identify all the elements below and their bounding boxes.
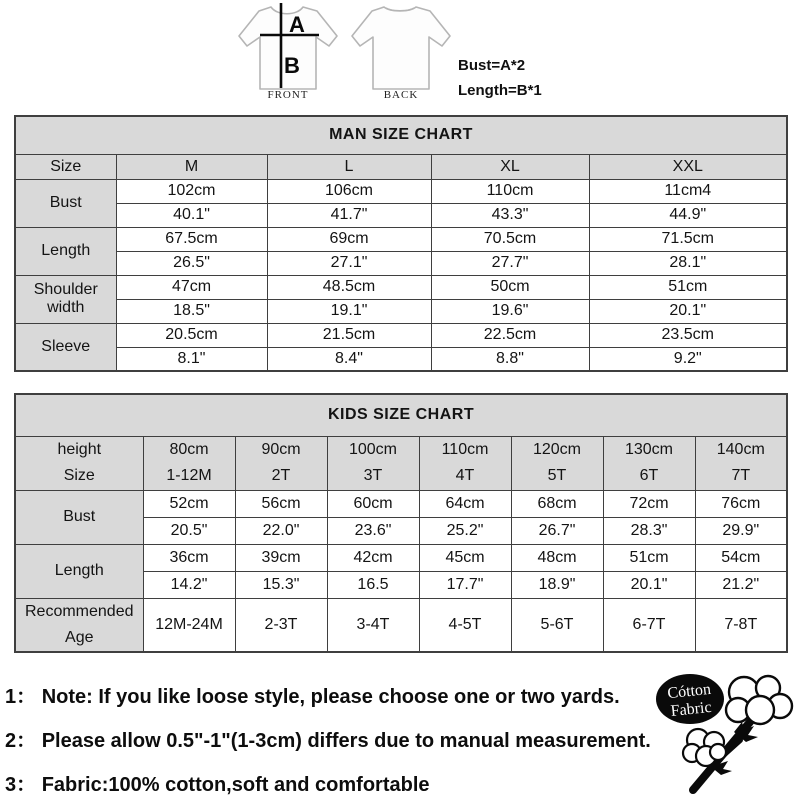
logo-text-top: Cótton: [666, 680, 712, 703]
row-label: Sleeve: [15, 323, 116, 371]
value-cell: 70.5cm: [431, 227, 589, 251]
value-cell: 60cm: [327, 490, 419, 517]
value-cell: 44.9": [589, 203, 787, 227]
value-cell: 11cm4: [589, 179, 787, 203]
value-cell: 28.1": [589, 251, 787, 275]
value-cell: 68cm: [511, 490, 603, 517]
value-cell: 51cm: [603, 544, 695, 571]
value-cell: 54cm: [695, 544, 787, 571]
value-cell: 110cm: [431, 179, 589, 203]
note-3: [5, 768, 651, 797]
value-cell: 50cm: [431, 275, 589, 299]
size-value: 5T: [547, 467, 567, 484]
cotton-boll-large-icon: [726, 676, 792, 724]
note-3-text: Fabric:100% cotton,soft and comfortable: [41, 774, 430, 796]
size-row-label: Size: [15, 154, 116, 179]
value-cell: 41.7": [267, 203, 431, 227]
kids-size-header-cell: [143, 436, 235, 490]
front-label: FRONT: [267, 89, 309, 101]
value-cell: 28.3": [603, 517, 695, 544]
kids-header-label: [15, 436, 143, 490]
cotton-boll-small-icon: [683, 729, 726, 766]
age-row-label: [15, 598, 143, 652]
height-value: 120cm: [532, 441, 582, 458]
measurement-letter-b: B: [284, 53, 300, 78]
value-cell: 102cm: [116, 179, 267, 203]
height-value: 140cm: [716, 441, 765, 458]
measurement-letter-a: A: [289, 12, 305, 37]
height-value: 130cm: [624, 441, 674, 458]
cotton-fabric-logo: [648, 666, 800, 798]
value-cell: 8.1": [116, 347, 267, 371]
note-1-number: 1：: [5, 686, 37, 708]
value-cell: 26.5": [116, 251, 267, 275]
size-value: 3T: [363, 467, 383, 484]
kids-size-header-cell: [327, 436, 419, 490]
value-cell: 18.5": [116, 299, 267, 323]
value-cell: 42cm: [327, 544, 419, 571]
value-cell: 6-7T: [603, 598, 695, 652]
value-cell: 47cm: [116, 275, 267, 299]
kids-size-header-cell: [419, 436, 511, 490]
height-value: 80cm: [169, 441, 209, 458]
value-cell: 19.1": [267, 299, 431, 323]
size-header-cell: XL: [431, 154, 589, 179]
value-cell: 76cm: [695, 490, 787, 517]
value-cell: 21.2": [695, 571, 787, 598]
value-cell: 48.5cm: [267, 275, 431, 299]
value-cell: 48cm: [511, 544, 603, 571]
value-cell: 45cm: [419, 544, 511, 571]
size-value: 2T: [271, 467, 291, 484]
value-cell: 27.7": [431, 251, 589, 275]
note-2-text: Please allow 0.5"-1"(1-3cm) differs due to manual measurement.: [41, 730, 651, 752]
kids-size-header-cell: [695, 436, 787, 490]
note-3-number: 3：: [5, 774, 37, 796]
note-2: [5, 724, 651, 753]
size-header-cell: XXL: [589, 154, 787, 179]
value-cell: 106cm: [267, 179, 431, 203]
age-label-bottom: Age: [65, 628, 94, 646]
value-cell: 7-8T: [695, 598, 787, 652]
measurement-formulas: [458, 53, 542, 103]
kids-size-header-cell: [235, 436, 327, 490]
age-label-top: Recommended: [25, 602, 134, 620]
kids-size-header-cell: [603, 436, 695, 490]
tshirt-back-diagram: [346, 2, 456, 92]
tshirt-back-outline: [352, 7, 450, 89]
value-cell: 16.5: [327, 571, 419, 598]
value-cell: 64cm: [419, 490, 511, 517]
value-cell: 2-3T: [235, 598, 327, 652]
length-formula: Length=B*1: [458, 82, 542, 99]
man-chart-title: MAN SIZE CHART: [15, 116, 787, 154]
value-cell: 51cm: [589, 275, 787, 299]
tshirt-back-collar: [386, 8, 414, 11]
value-cell: 69cm: [267, 227, 431, 251]
value-cell: 18.9": [511, 571, 603, 598]
size-value: 4T: [455, 467, 475, 484]
value-cell: 3-4T: [327, 598, 419, 652]
row-label: Bust: [15, 490, 143, 544]
value-cell: 40.1": [116, 203, 267, 227]
value-cell: 52cm: [143, 490, 235, 517]
back-label: BACK: [383, 89, 419, 101]
value-cell: 36cm: [143, 544, 235, 571]
value-cell: 23.6": [327, 517, 419, 544]
height-value: 110cm: [441, 441, 489, 458]
note-1-text: Note: If you like loose style, please choose one or two yards.: [41, 686, 620, 708]
value-cell: 27.1": [267, 251, 431, 275]
note-1: [5, 680, 651, 709]
value-cell: 19.6": [431, 299, 589, 323]
logo-text-bottom: Fabric: [669, 698, 713, 721]
value-cell: 9.2": [589, 347, 787, 371]
value-cell: 72cm: [603, 490, 695, 517]
value-cell: 8.8": [431, 347, 589, 371]
value-cell: 17.7": [419, 571, 511, 598]
kids-size-header-cell: [511, 436, 603, 490]
value-cell: 67.5cm: [116, 227, 267, 251]
value-cell: 23.5cm: [589, 323, 787, 347]
value-cell: 21.5cm: [267, 323, 431, 347]
value-cell: 22.5cm: [431, 323, 589, 347]
row-label: Length: [15, 227, 116, 275]
size-value: 7T: [731, 467, 751, 484]
bust-formula: Bust=A*2: [458, 57, 526, 74]
size-header-cell: M: [116, 154, 267, 179]
value-cell: 15.3": [235, 571, 327, 598]
row-label: Bust: [15, 179, 116, 227]
notes-section: [5, 680, 651, 800]
value-cell: 20.5": [143, 517, 235, 544]
height-value: 90cm: [261, 441, 301, 458]
man-size-chart-table: [14, 115, 788, 372]
value-cell: 20.1": [589, 299, 787, 323]
value-cell: 20.1": [603, 571, 695, 598]
value-cell: 8.4": [267, 347, 431, 371]
value-cell: 12M-24M: [143, 598, 235, 652]
note-2-number: 2：: [5, 730, 37, 752]
kids-chart-title: KIDS SIZE CHART: [15, 394, 787, 436]
value-cell: 56cm: [235, 490, 327, 517]
kids-header-label-bottom: Size: [63, 467, 95, 484]
value-cell: 5-6T: [511, 598, 603, 652]
size-value: 6T: [639, 467, 659, 484]
tshirt-front-diagram: [233, 2, 343, 92]
value-cell: 43.3": [431, 203, 589, 227]
size-header-cell: L: [267, 154, 431, 179]
row-label: Shoulder width: [15, 275, 116, 323]
height-value: 100cm: [348, 441, 398, 458]
row-label: Length: [15, 544, 143, 598]
value-cell: 25.2": [419, 517, 511, 544]
value-cell: 22.0": [235, 517, 327, 544]
size-value: 1-12M: [166, 467, 212, 484]
kids-size-chart-table: [14, 393, 788, 653]
value-cell: 26.7": [511, 517, 603, 544]
logo-text: [667, 681, 714, 720]
value-cell: 4-5T: [419, 598, 511, 652]
value-cell: 20.5cm: [116, 323, 267, 347]
value-cell: 71.5cm: [589, 227, 787, 251]
kids-header-label-top: height: [57, 441, 102, 458]
value-cell: 29.9": [695, 517, 787, 544]
value-cell: 14.2": [143, 571, 235, 598]
value-cell: 39cm: [235, 544, 327, 571]
